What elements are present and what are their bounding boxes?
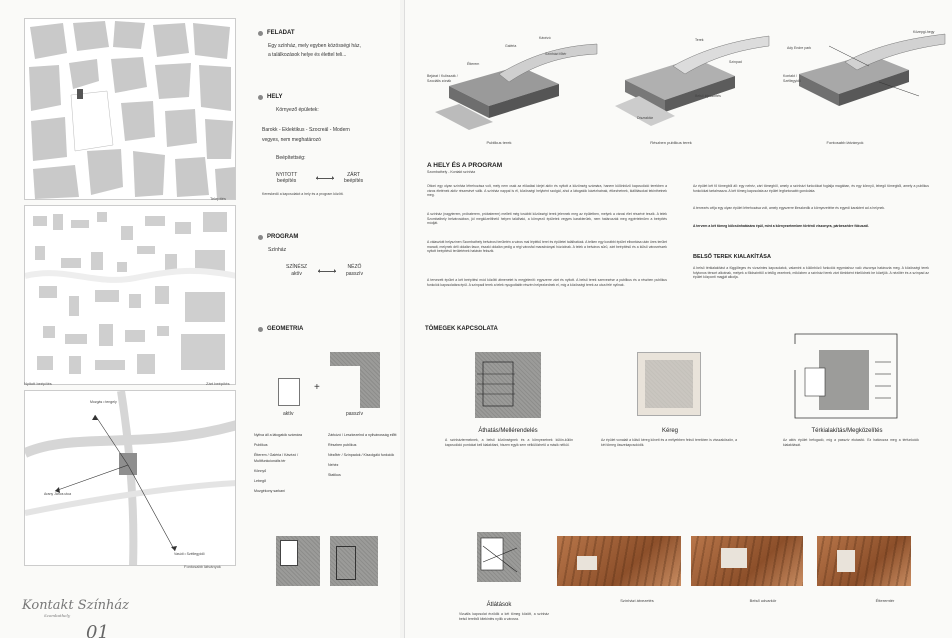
label-b2: Színpad xyxy=(729,60,742,64)
label-b4: Díszraktár xyxy=(637,116,653,120)
hely-line1: Környező épületek: xyxy=(276,107,319,113)
project-logo: Kontakt Színház Szombathely xyxy=(22,598,130,618)
label-a4: Kávézó xyxy=(539,36,551,40)
study-penetration-desc: A színháztermeknek, a belső közönségnek és a környezetnek külön-külön kapcsolódó pontokat kell kialakítani, hiszen egyik sem nélkülözhető a másik nélkül. xyxy=(445,438,573,447)
geometry-study-1-outline xyxy=(280,540,298,566)
caption-semi-public: Részben publikus terek xyxy=(650,140,692,145)
map1-caption: Telepítés xyxy=(210,196,227,201)
bullet-icon xyxy=(258,327,263,332)
model-photo-3-opening xyxy=(837,550,855,572)
photo-caption-2: Belső udvarkör xyxy=(749,598,777,603)
axonometric-diagrams xyxy=(409,26,949,136)
axo-public xyxy=(435,44,597,130)
label-a3: Színházi főtér xyxy=(545,52,567,56)
study-penetration-lines xyxy=(475,352,541,418)
map3-label-top: Mozgás • tengely xyxy=(90,400,117,404)
label-a5: Bejárat / Kulisszák / Szociális zónák xyxy=(427,74,458,83)
program-para-4: A tervezett épület a két beépítési mód közötti átmenetet is megjeleníti: egyszerre zárt és nyitott. A belső terek szervezése a publikus és a részben publikus funkciók kapcsolatára épül. A színpadi terek a telek nyugodtabb részén helyezkednek el, míg a közösségi terek az utca felé nyílnak. xyxy=(427,278,667,287)
inner-spaces-heading: BELSŐ TEREK KIALAKÍTÁSA xyxy=(693,254,771,260)
program-right-para-2: A tervezés célja egy olyan épület létrehozása volt, amely egyszerre illeszkedik a környezetébe és egyedi karaktert ad a helynek. xyxy=(693,206,886,210)
program-heading: PROGRAM xyxy=(258,234,298,240)
double-arrow-icon xyxy=(316,178,334,179)
geometry-study-2-outline xyxy=(336,546,356,580)
active-label: aktív xyxy=(283,411,294,417)
program-para-3: A választott helyszínen Szombathely belvárosi területén a város mai léptékű terei és épületei találhatóak. A telken egy korábbi épület elbontása után üres terület maradt, melynek déli oldalán fasor, északi oldalán pedig a régi városfal maradványai húzódnak. A telek a belváros sűrű, zárt beépítésű és a külső városrészek nyitott beépítésű területének határán fekszik. xyxy=(427,240,667,254)
program-right-para-1: Az épület két fő tömegből áll: egy nehéz, zárt tömegből, amely a színházi funkciókat foglalja magában, és egy könnyű, lebegő tömegből, amely a publikus funkciókat tartalmazza. A két tömeg kapcsolata az épület legfontosabb gondolata. xyxy=(693,184,929,193)
model-photo-1 xyxy=(557,536,681,586)
left-sheet xyxy=(0,0,400,638)
model-photo-2-opening xyxy=(721,548,747,568)
photo-caption-1: Színházi átvezetés xyxy=(620,598,654,603)
hely-line2: Barokk - Eklektikus - Szocreál - Modern xyxy=(262,127,350,133)
model-photo-3 xyxy=(817,536,911,586)
sheet-number: 01 xyxy=(86,622,109,638)
study-views-title: Átlátások xyxy=(486,602,512,608)
hely-note: Kereskedő a kapcsolatot a hely és a program között. xyxy=(262,192,344,196)
passive-label: passzív xyxy=(346,411,363,417)
study-space-desc: Az aktív épület befogadó, míg a passzív elutasító. Ez határozza meg a térfunkciók kialakítását. xyxy=(783,438,919,447)
geometria-heading: GEOMETRIA xyxy=(258,326,303,332)
study-space-title: Térkialakítás/Megközelítés xyxy=(811,428,883,434)
hely-line3: vegyes, nem meghatározó xyxy=(262,137,321,143)
views-map xyxy=(24,390,236,566)
closed-build: ZÁRT beépítés xyxy=(344,172,364,184)
masses-heading: TÖMEGEK KAPCSOLATA xyxy=(425,326,498,332)
feladat-line1: Egy színház, mely egyben közösségi ház, xyxy=(268,43,361,49)
feladat-heading: FELADAT xyxy=(258,30,295,36)
open-build: NYITOTT beépítés xyxy=(276,172,298,184)
feladat-line2: a találkozások helye és élettel teli... xyxy=(268,52,347,58)
program-bold-note: A tervem a két tömeg kölcsönhatására épül, mint a környezetemben történő viszonyra, párbeszédre fókuszál. xyxy=(693,224,869,228)
viewer-label: NÉZŐ passzív xyxy=(346,264,363,277)
active-list: Nyitva áll a látogatók számára Publikus Étterem / Galéria / Kávézó / Multifunkcionális tér Könnyű Lebegő Mozgékony sarkaní xyxy=(254,433,302,493)
actor-label: SZÍNÉSZ aktív xyxy=(286,264,308,277)
model-photo-2 xyxy=(691,536,803,586)
caption-views: Fontosabb látványok xyxy=(826,140,864,145)
study-views-desc: Vizuális kapcsolat érződik a két tömeg között, a színház belső tereiből kitekintés nyílik a városra. xyxy=(459,612,549,621)
study-views-lines xyxy=(477,532,521,582)
passive-list: Zárkózó / Leszkezelnd a nyilvánosság előtt Részben publikus Nézőtér / Színpadok / Kiszolgáló funkciók Nehéz Statikus xyxy=(328,433,397,477)
map3-label-left: Arany János utca xyxy=(44,492,72,496)
hely-heading: HELY xyxy=(258,94,282,100)
program-heading: A HELY ÉS A PROGRAM xyxy=(427,162,503,169)
map3-caption: Fontosabb látványok xyxy=(184,564,221,569)
hely-line4: Beépítettség: xyxy=(276,155,306,161)
label-a2: Étterem xyxy=(467,62,480,66)
axo-semi-public xyxy=(615,36,769,126)
program-para-2: A színház (nagyterem, próbaterem, próbaterem) mellett még további közösségi terek jelennek meg az épületben, melyek a városi élet részévé teszik. A telek Szombathely belvárosában, jól megközelíthető helyen található, a környező épületek vegyes karakterűek, nem határozzák meg egyértelműen a beépítés módját. xyxy=(427,212,667,226)
program-line1: Színház xyxy=(268,247,287,253)
label-c1: Közepgi-hegy xyxy=(913,30,935,34)
bullet-icon xyxy=(258,95,263,100)
program-para-1: Ottoni egy olyan színház létrehozása volt, mely nem csak az előadási idejei aktív és nyitott a közönség számára, hanem különböző kapcsolódó terekben a város életének aktív részesévé válik. A színház nappal is él, közösségi helyként szolgál, ahol a látogatók kávézhatnak, étkezhetnek, kiállításokat tekinthetnek meg. xyxy=(427,184,667,198)
right-sheet xyxy=(404,0,952,638)
model-photo-1-opening xyxy=(577,556,597,570)
program-subheading: Szombathely - Kontakt színház xyxy=(427,170,476,174)
label-c3: Kontakt / Széllegyidő xyxy=(783,74,801,83)
study-space-approach xyxy=(791,330,901,422)
study-penetration-title: Áthatás/Mellérendelés xyxy=(478,428,538,434)
label-c2: Ady Endre park xyxy=(787,46,812,50)
inner-spaces-para: A belső térkialakítást a függőleges és vízszintes kapcsolatok, valamint a különböző funkciók egymáshoz való viszonya határozta meg. A közösségi terek folytonos térsort alkotnak, melyek a földszinttől a tetőig vezetnek, miközben a színházi terek zárt tömbként ékelődnek be közéjük. A nézőtér és a színpad az épület központi magját alkotja. xyxy=(693,266,929,280)
site-plan-map xyxy=(24,18,236,200)
double-arrow-icon xyxy=(318,271,336,272)
density-map xyxy=(24,205,236,385)
map2-caption-right: Zárt beépítés xyxy=(206,381,230,386)
photo-caption-3: Étteremtér xyxy=(875,598,895,603)
study-shell-texture xyxy=(645,360,693,408)
label-a1: Galéria xyxy=(505,44,517,48)
bullet-icon xyxy=(258,235,263,240)
active-box xyxy=(278,378,300,406)
label-b3: Belső kijeszintés xyxy=(695,94,721,98)
study-shell-desc: Az épület vonalait a külső kéreg követi és a mélyebben fekvő terekben is visszaköszön, a két tömeg összekapcsolódik. xyxy=(601,438,737,447)
bullet-icon xyxy=(258,31,263,36)
label-b1: Terek xyxy=(695,38,704,42)
map3-label-right: Vasúti • Széllegyidő xyxy=(174,552,205,556)
caption-public: Publikus terek xyxy=(486,140,512,145)
passive-box-cutout xyxy=(330,366,360,408)
map2-caption-left: Nyitott beépítés xyxy=(24,381,52,386)
axo-views xyxy=(799,34,945,106)
study-shell-title: Kéreg xyxy=(661,428,678,434)
plus-sign: + xyxy=(314,382,320,393)
